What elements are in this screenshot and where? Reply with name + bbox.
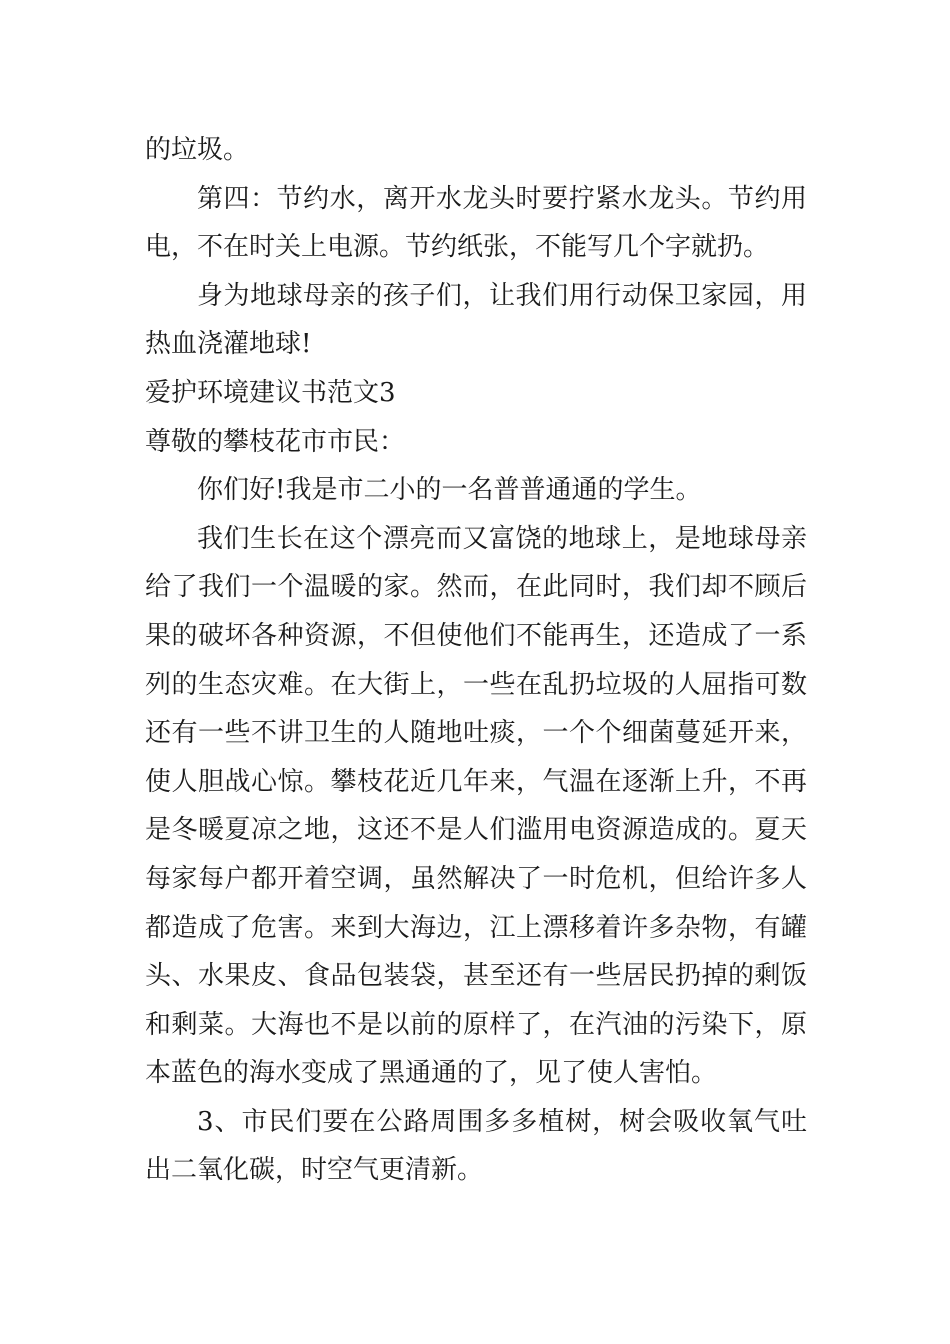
paragraph-greeting: 你们好!我是市二小的一名普普通通的学生。 bbox=[197, 475, 702, 506]
document-page bbox=[145, 126, 807, 1195]
paragraph-continuation: 的垃圾。 bbox=[145, 135, 250, 165]
salutation: 尊敬的攀枝花市市民： bbox=[145, 426, 406, 457]
paragraph-point-four: 第四：节约水，离开水龙头时要拧紧水龙头。节约用电，不在时关上电源。节约纸张，不能写几个字就扔。 bbox=[145, 183, 807, 263]
paragraph-body: 我们生长在这个漂亮而又富饶的地球上，是地球母亲给了我们一个温暖的家。然而，在此同时，我们却不顾后果的破坏各种资源，不但使他们不能再生，还造成了一系列的生态灾难。在大街上，一些在乱扔垃圾的人屈指可数还有一些不讲卫生的人随地吐痰，一个个细菌蔓延开来，使人胆战心惊。攀枝花近几年来，气温在逐渐上升，不再是冬暖夏凉之地，这还不是人们滥用电资源造成的。夏天每家每户都开着空调，虽然解决了一时危机，但给许多人都造成了危害。来到大海边，江上漂移着许多杂物，有罐头、水果皮、食品包装袋，甚至还有一些居民扔掉的剩饭和剩菜。大海也不是以前的原样了，在汽油的污染下，原本蓝色的海水变成了黑通通的了，见了使人害怕。 bbox=[145, 523, 807, 1089]
paragraph-point-three: 3、市民们要在公路周围多多植树，树会吸收氧气吐出二氧化碳，时空气更清新。 bbox=[145, 1106, 807, 1186]
paragraph-closing: 身为地球母亲的孩子们，让我们用行动保卫家园，用热血浇灌地球! bbox=[145, 280, 807, 360]
section-title: 爱护环境建议书范文3 bbox=[145, 377, 396, 408]
